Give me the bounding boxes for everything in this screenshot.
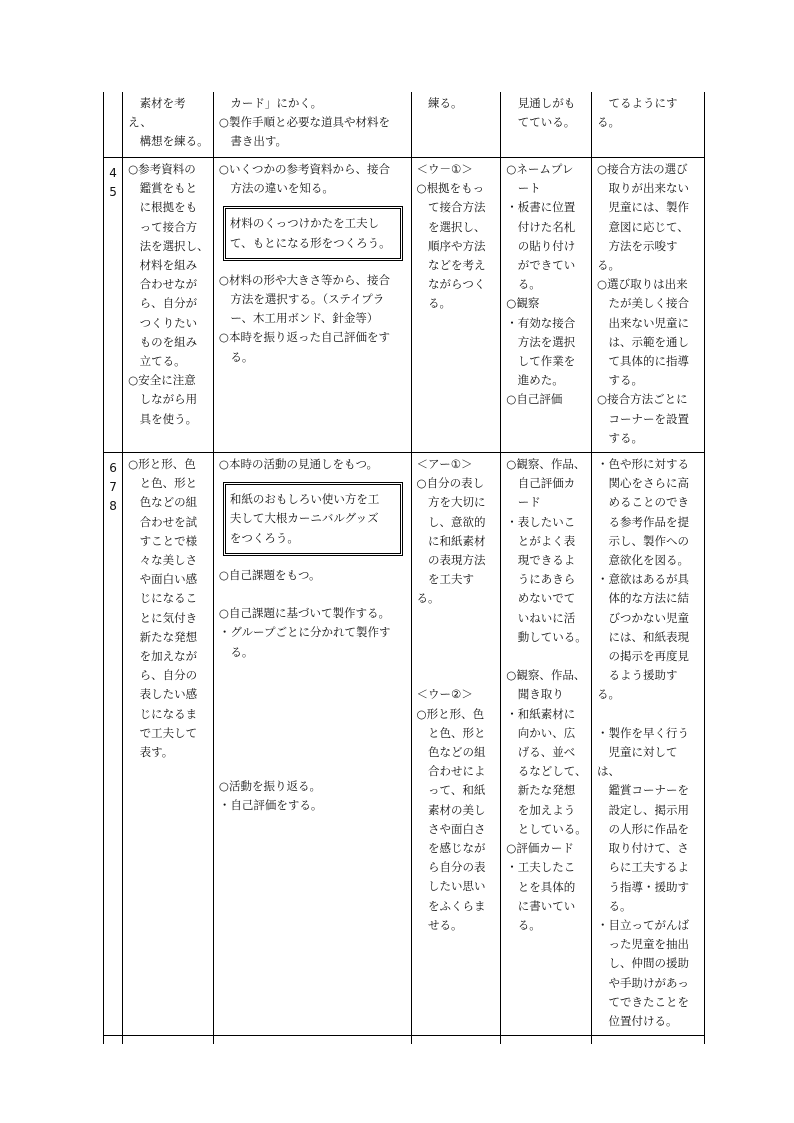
text-line: し、意欲的	[416, 514, 486, 529]
text-line: ート	[506, 181, 541, 196]
text-line: ・有効な接合	[506, 315, 576, 330]
text-line: ・和紙素材に	[506, 706, 576, 721]
text-line: 立てる。	[128, 354, 186, 369]
text-line: ○自己課題に基づいて製作する。	[218, 606, 390, 621]
text-line: ・目立ってがんば	[597, 917, 690, 932]
text-line: じになるま	[128, 706, 198, 721]
text-line: に和紙素材	[416, 533, 486, 548]
text-line: の貼り付け	[506, 238, 576, 253]
text-line: ＜ウ－①＞	[416, 162, 473, 176]
text-line: 自己評価カ	[506, 476, 576, 491]
text-line: ながらつく	[416, 277, 486, 292]
text-line: る。	[218, 644, 254, 659]
text-line: ○観察、作品、	[506, 457, 586, 472]
text-line: 構想を練る。	[128, 134, 209, 149]
empty-cell	[411, 1036, 501, 1045]
text-line: ・グループごとに分かれて製作す	[218, 625, 391, 640]
text-line: や手助けがあっ	[597, 975, 689, 990]
text-line: 方法を選択	[506, 334, 576, 349]
text-line: 付けた名札	[506, 219, 576, 234]
text-line: ○安全に注意	[128, 373, 196, 388]
text-line: し、仲間の援助	[597, 956, 690, 971]
lesson-number-cell	[104, 453, 123, 1036]
text-line: つくりたい	[128, 315, 198, 330]
text-line: ○製作手順と必要な道具や材料を	[218, 115, 390, 130]
text-line: ○接合方法ごとに	[597, 392, 688, 407]
lesson-number: 5	[109, 185, 117, 200]
text-line: 設定し、掲示用	[597, 802, 690, 817]
text-line: をふくらま	[416, 898, 486, 913]
criteria-cell	[411, 158, 501, 453]
text-line: ＜アー①＞	[416, 457, 473, 472]
text-line: に書いてい	[506, 898, 576, 913]
empty-cell	[592, 1036, 705, 1045]
goal-cell	[123, 453, 214, 1036]
lesson-number: 8	[109, 499, 117, 514]
text-line: って接合方	[128, 219, 198, 234]
text-line: を感じなが	[416, 841, 486, 856]
text-line: ＜ウー②＞	[416, 687, 473, 702]
lesson-goal-box	[223, 482, 403, 556]
text-line	[219, 662, 407, 681]
support-cell	[592, 453, 705, 1036]
text-line: 方法の違いを知る。	[218, 181, 334, 196]
text-line: ・製作を早く行う	[597, 725, 690, 740]
text-line: 練る。	[416, 96, 463, 110]
text-line: 合わせなが	[128, 277, 198, 292]
text-line: ○活動を振り返る。	[218, 778, 321, 793]
text-line: とに気付き	[128, 610, 198, 625]
text-line: った児童を抽出	[597, 937, 690, 952]
text-line: る。	[597, 898, 632, 913]
text-line: 素材を考え、	[128, 96, 186, 130]
text-line	[219, 585, 407, 604]
goal-cell	[123, 158, 214, 453]
text-line: は、示範を通し	[597, 334, 690, 349]
empty-cell	[104, 1036, 123, 1045]
text-line	[597, 705, 700, 724]
text-line: 夫して大根カーニバルグッズ	[229, 511, 379, 526]
text-line: さや面白さ	[416, 821, 486, 836]
goal-cell	[123, 92, 214, 158]
text-line: る。	[416, 296, 452, 311]
evaluation-cell	[501, 453, 592, 1036]
text-line: としている。	[506, 821, 587, 836]
text-line: る。	[506, 917, 541, 932]
text-line	[417, 666, 497, 685]
table-row	[104, 453, 705, 1036]
text-line: 具を使う。	[128, 411, 198, 426]
text-line: ○選び取りは出来	[597, 277, 688, 292]
text-line: ○形と形、色	[128, 457, 196, 472]
text-line: や面白い感	[128, 572, 198, 587]
empty-cell	[213, 1036, 411, 1045]
text-line: などを考え	[416, 258, 486, 273]
text-line: 関心をさらに高	[597, 476, 690, 491]
text-line: てるようにする。	[597, 96, 678, 130]
lesson-number-cell	[104, 92, 123, 158]
text-line: る。	[506, 277, 541, 292]
text-line: 合わせを試	[128, 514, 198, 529]
text-line: 和紙のおもしろい使い方を工	[229, 492, 380, 507]
text-line: ・色や形に対する	[597, 457, 690, 472]
text-line: て、もとになる形をつくろう。	[229, 235, 391, 250]
evaluation-cell	[501, 92, 592, 158]
text-line: ら、自分が	[128, 296, 198, 311]
text-line: の掲示を再度見	[597, 649, 690, 664]
text-line: めないでて	[506, 591, 576, 606]
text-line: ・表したいこ	[506, 514, 576, 529]
text-line: って、和紙	[416, 783, 486, 798]
text-line: 取り付けて、さ	[597, 841, 689, 856]
text-line: 意欲化を図る。	[597, 553, 690, 568]
text-line: を加えなが	[128, 649, 198, 664]
text-line: ○接合方法の選び	[597, 162, 688, 176]
text-line: ができてい	[506, 258, 576, 273]
text-line: する。	[597, 373, 644, 388]
text-line: て接合方法	[416, 200, 486, 215]
text-line	[506, 647, 587, 666]
text-line: ○形と形、色	[416, 706, 485, 721]
text-line: すことで様	[128, 533, 198, 548]
table-row	[104, 92, 705, 158]
text-line: ○本時の活動の見通しをもつ。	[218, 457, 378, 472]
text-line: したい思い	[416, 879, 486, 894]
text-line: とを具体的	[506, 879, 576, 894]
text-line: 材料のくっつけかたを工夫し	[229, 216, 380, 231]
empty-cell	[501, 1036, 592, 1045]
text-line: 児童には、製作	[597, 200, 690, 215]
empty-cell	[123, 1036, 214, 1045]
text-line: を工夫する。	[416, 572, 475, 606]
text-line: 体的な方法に結	[597, 591, 690, 606]
text-line: 々な美しさ	[128, 553, 198, 568]
text-line: 位置付ける。	[597, 1013, 678, 1028]
text-line	[219, 700, 407, 719]
text-line: 新たな発想	[128, 629, 198, 644]
text-line: 示し、製作への	[597, 533, 690, 548]
text-line: 表す。	[128, 745, 174, 760]
text-line: ○自己評価	[506, 392, 563, 407]
text-line: ものを組み	[128, 334, 198, 349]
text-line: 方法を選択する。（ステイプラ	[218, 292, 385, 307]
text-line: るなどして、	[506, 764, 587, 779]
text-line: ○本時を振り返った自己評価をす	[218, 330, 390, 345]
text-line	[219, 719, 407, 738]
text-line: らに工夫するよ	[597, 860, 690, 875]
text-line: 動している。	[506, 629, 587, 644]
text-line: を加えよう	[506, 802, 576, 817]
text-line	[417, 628, 497, 647]
text-line	[219, 758, 407, 777]
text-line: せる。	[416, 917, 463, 932]
text-line: 色などの組	[416, 745, 486, 760]
text-line: ○根拠をもっ	[416, 181, 485, 196]
text-line: じになるこ	[128, 591, 198, 606]
text-line: ・意欲はあるが具	[597, 572, 690, 587]
text-line: 向かい、広	[506, 725, 576, 740]
text-line: 見通しがも	[506, 96, 576, 110]
text-line: 取りが出来ない	[597, 181, 690, 196]
text-line: 方を大切に	[416, 495, 486, 510]
text-line: ー、木工用ボンド、針金等）	[218, 311, 379, 326]
lesson-number-cell	[104, 158, 123, 453]
text-line: 書き出す。	[218, 134, 287, 149]
lesson-number: 7	[109, 480, 117, 495]
lesson-number: 6	[109, 461, 117, 476]
text-line: ○参考資料の	[128, 162, 196, 176]
text-line: ○評価カード	[506, 841, 574, 856]
lesson-goal-box	[223, 206, 403, 260]
criteria-cell	[411, 92, 501, 158]
text-line: たが美しく接合	[597, 296, 690, 311]
text-line: めることのでき	[597, 495, 690, 510]
text-line: に根拠をも	[128, 200, 198, 215]
text-line	[219, 739, 407, 758]
text-line: ・工夫したこ	[506, 860, 576, 875]
table-row	[104, 1036, 705, 1045]
text-line: の人形に作品を	[597, 821, 690, 836]
text-line: 児童に対しては、	[597, 745, 678, 779]
text-line: ○自分の表し	[416, 476, 485, 491]
lesson-plan-table	[103, 92, 705, 1044]
text-line: して作業を	[506, 354, 576, 369]
text-line: ○ネームプレ	[506, 162, 574, 176]
text-line: とがよく表	[506, 533, 576, 548]
text-line: 聞き取り	[506, 687, 564, 702]
text-line: う指導・援助す	[597, 879, 690, 894]
text-line: を選択し、	[416, 219, 486, 234]
text-line: コーナーを設置	[597, 411, 690, 426]
text-line: 出来ない児童に	[597, 315, 690, 330]
activity-cell	[213, 453, 411, 1036]
text-line: ・板書に位置	[506, 200, 576, 215]
activity-cell	[213, 92, 411, 158]
text-line: 表したい感	[128, 687, 198, 702]
text-line: るよう援助する。	[597, 668, 678, 702]
criteria-cell	[411, 453, 501, 1036]
text-line: しながら用	[128, 392, 198, 407]
text-line: 新たな発想	[506, 783, 576, 798]
activity-cell	[213, 158, 411, 453]
text-line: する。	[597, 430, 644, 445]
text-line: ード	[506, 495, 541, 510]
text-line: ○材料の形や大きさ等から、接合	[218, 272, 390, 287]
text-line: ら、自分の	[128, 668, 198, 683]
support-cell	[592, 92, 705, 158]
text-line: 法を選択し、	[128, 238, 209, 253]
text-line: てている。	[506, 115, 576, 130]
text-line: うにあきら	[506, 572, 576, 587]
text-line: 鑑賞をもと	[128, 181, 198, 196]
text-line: 順序や方法	[416, 238, 486, 253]
text-line: ・自己評価をする。	[218, 798, 323, 813]
text-line: 材料を組み	[128, 258, 198, 273]
text-line: ○自己課題をもつ。	[218, 567, 321, 582]
text-line: いねいに活	[506, 610, 576, 625]
text-line: る。	[218, 349, 254, 364]
text-line: 鑑賞コーナーを	[597, 783, 690, 798]
text-line: びつかない児童	[597, 610, 690, 625]
text-line: の表現方法	[416, 553, 486, 568]
text-line: る参考作品を提	[597, 514, 690, 529]
text-line	[417, 609, 497, 628]
text-line	[219, 681, 407, 700]
table-row	[104, 158, 705, 453]
text-line: 意図に応じて、	[597, 219, 689, 234]
text-line: げる、並べ	[506, 745, 576, 760]
evaluation-cell	[501, 158, 592, 453]
text-line: 色などの組	[128, 495, 198, 510]
text-line: 素材の美し	[416, 802, 486, 817]
text-line: てできたことを	[597, 994, 690, 1009]
text-line: 合わせによ	[416, 764, 486, 779]
text-line: ○観察	[506, 296, 540, 311]
text-line: をつくろう。	[229, 530, 299, 545]
text-line: ○いくつかの参考資料から、接合	[218, 162, 390, 176]
text-line: で工夫して	[128, 725, 198, 740]
lesson-number: 4	[109, 166, 117, 180]
text-line: ○観察、作品、	[506, 668, 586, 683]
text-line	[417, 647, 497, 666]
text-line: 現できるよ	[506, 553, 576, 568]
text-line: 進めた。	[506, 373, 564, 388]
text-line: ら自分の表	[416, 860, 486, 875]
text-line: 方法を示唆する。	[597, 238, 678, 273]
text-line: には、和紙表現	[597, 629, 690, 644]
support-cell	[592, 158, 705, 453]
text-line: と色、形と	[416, 725, 486, 740]
text-line: カード」にかく。	[218, 96, 323, 110]
text-line: と色、形と	[128, 476, 198, 491]
text-line: て具体的に指導	[597, 354, 690, 369]
